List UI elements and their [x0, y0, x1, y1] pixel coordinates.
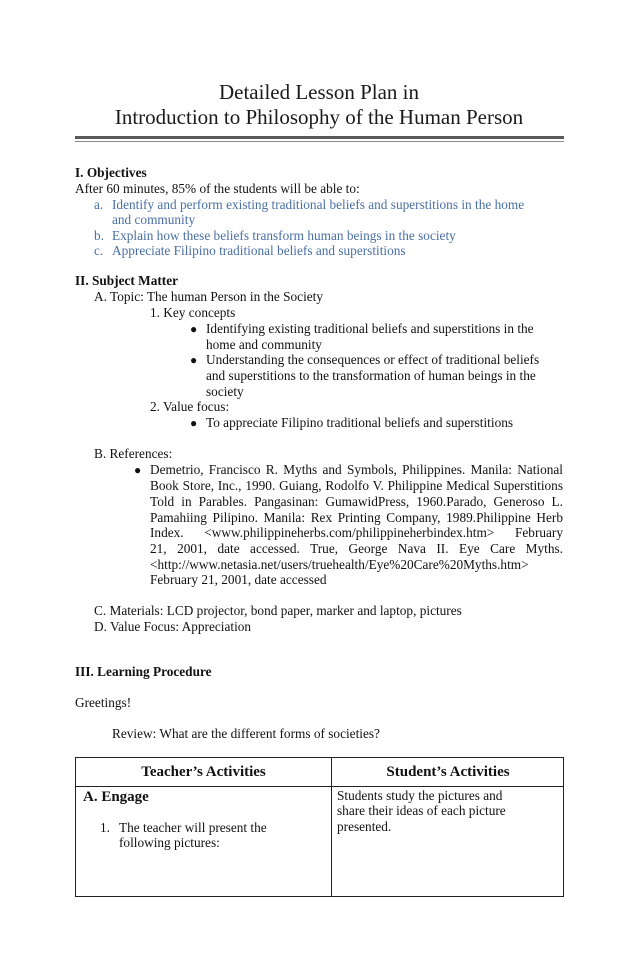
reference-line-1: Demetrio, Francisco R. Myths and Symbols, Philippines. Manila: National — [150, 462, 563, 477]
title-rule-thick — [75, 136, 564, 139]
reference-line-7: <http://www.netasia.net/users/truehealth/Eye%20Care%20Myths.htm> — [150, 557, 529, 572]
key-concepts-label: 1. Key concepts — [150, 305, 236, 320]
bullet-dot-icon: ● — [190, 416, 198, 430]
title-rule-thin — [75, 141, 564, 142]
reference-line-3: Told in Parables. Pangasinan: GumawidPress, 1960.Parado, Generoso L. — [150, 494, 563, 509]
student-text-line2: share their ideas of each picture — [337, 803, 506, 818]
teacher-activities-header: Teacher’s Activities — [141, 764, 266, 780]
teacher-item-marker: 1. — [100, 820, 110, 835]
objective-a-line1: Identify and perform existing traditional beliefs and superstitions in the home — [112, 197, 525, 212]
kc-bullet2-line2: and superstitions to the transformation of human beings in the — [206, 368, 536, 383]
title-line-2: Introduction to Philosophy of the Human Person — [114, 105, 524, 129]
review-text: Review: What are the different forms of societies? — [112, 726, 380, 741]
objective-b-marker: b. — [94, 228, 104, 243]
references-label: B. References: — [94, 446, 173, 461]
reference-line-2: Book Store, Inc., 1990. Guiang, Rodolfo V. Philippine Medical Superstitions — [150, 478, 563, 493]
objectives-intro: After 60 minutes, 85% of the students will be able to: — [75, 181, 360, 196]
reference-line-5: Index. <www.philippineherbs.com/philippineherbindex.htm> February — [150, 525, 563, 540]
teacher-item-line2: following pictures: — [119, 835, 220, 850]
student-text-line1: Students study the pictures and — [337, 788, 503, 803]
materials-line: C. Materials: LCD projector, bond paper, marker and laptop, pictures — [94, 603, 462, 618]
bullet-dot-icon: ● — [134, 463, 142, 477]
kc-bullet1-line1: Identifying existing traditional beliefs and superstitions in the — [206, 321, 534, 336]
bullet-dot-icon: ● — [190, 353, 198, 367]
kc-bullet2-line1: Understanding the consequences or effect of traditional beliefs — [206, 352, 540, 367]
value-focus-d-line: D. Value Focus: Appreciation — [94, 619, 252, 634]
reference-line-4: Pamahiing Pilipino. Manila: Rex Printing Company, 1989.Philippine Herb — [150, 510, 563, 525]
objectives-heading: I. Objectives — [75, 165, 147, 180]
activities-table — [75, 757, 564, 897]
reference-line-6: 21, 2001, date accessed. True, George Nava II. Eye Care Myths. — [150, 541, 563, 556]
kc-bullet1-line2: home and community — [206, 337, 322, 352]
vf-bullet: To appreciate Filipino traditional beliefs and superstitions — [206, 415, 514, 430]
title-line-1: Detailed Lesson Plan in — [218, 80, 420, 104]
kc-bullet2-line3: society — [206, 384, 244, 399]
teacher-item-line1: The teacher will present the — [119, 820, 267, 835]
topic-line: A. Topic: The human Person in the Society — [94, 289, 324, 304]
objective-c-line1: Appreciate Filipino traditional beliefs and superstitions — [112, 243, 406, 258]
objective-a-line2: and community — [112, 212, 196, 227]
greetings-text: Greetings! — [75, 695, 132, 710]
bullet-dot-icon: ● — [190, 322, 198, 336]
learning-procedure-heading: III. Learning Procedure — [75, 664, 212, 679]
value-focus-label: 2. Value focus: — [150, 399, 230, 414]
engage-heading: A. Engage — [83, 789, 149, 805]
reference-line-8: February 21, 2001, date accessed — [150, 572, 327, 587]
subject-matter-heading: II. Subject Matter — [75, 273, 179, 288]
student-activities-header: Student’s Activities — [386, 764, 510, 780]
objective-c-marker: c. — [94, 243, 104, 258]
objective-a-marker: a. — [94, 197, 104, 212]
student-text-line3: presented. — [337, 819, 392, 834]
objective-b-line1: Explain how these beliefs transform human beings in the society — [112, 228, 456, 243]
